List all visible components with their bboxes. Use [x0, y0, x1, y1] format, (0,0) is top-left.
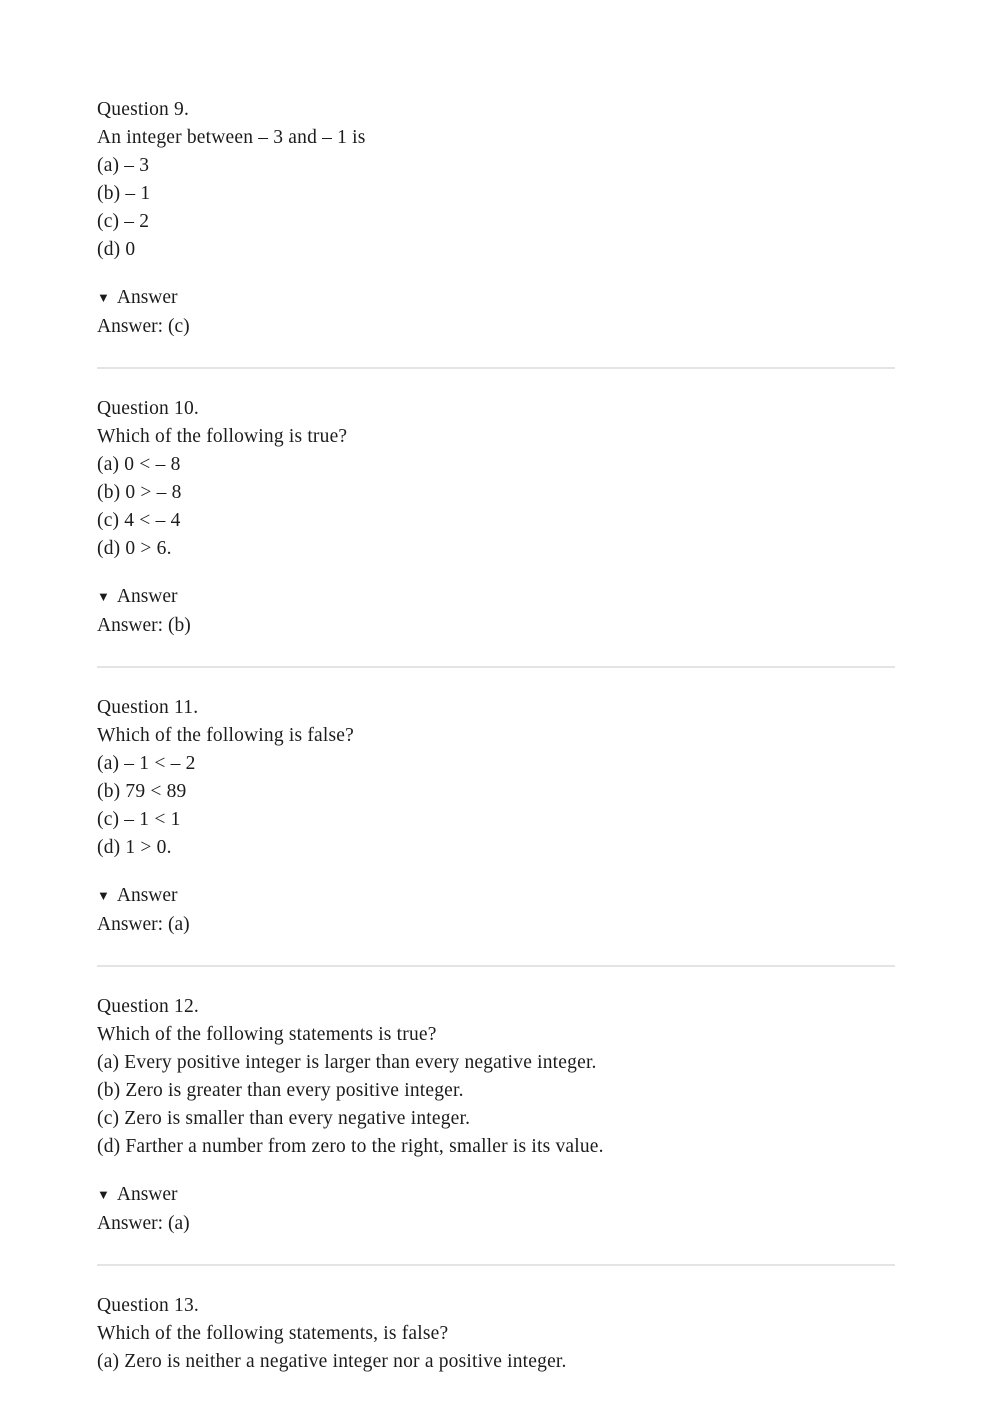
answer-option[interactable]: (d) 1 > 0. — [97, 837, 172, 858]
question-title: Question 9. — [97, 99, 190, 120]
answer-toggle[interactable] — [97, 1181, 895, 1210]
question-block — [97, 1292, 895, 1376]
answer-value: Answer: (a) — [97, 914, 190, 935]
triangle-down-icon: ▼ — [97, 589, 110, 604]
answer-disclosure — [97, 1181, 895, 1238]
answer-option[interactable]: (b) 79 < 89 — [97, 781, 187, 802]
answer-value: Answer: (a) — [97, 1213, 190, 1234]
question-title: Question 11. — [97, 697, 199, 718]
section-divider — [97, 1264, 895, 1266]
section-divider — [97, 367, 895, 369]
answer-toggle[interactable] — [97, 882, 895, 911]
answer-option[interactable]: (b) – 1 — [97, 183, 151, 204]
answer-toggle-label: Answer — [116, 586, 178, 607]
answer-option[interactable]: (d) Farther a number from zero to the right, smaller is its value. — [97, 1136, 604, 1157]
question-title: Question 13. — [97, 1295, 200, 1316]
triangle-down-icon: ▼ — [97, 888, 110, 903]
answer-value: Answer: (b) — [97, 615, 191, 636]
section-divider — [97, 666, 895, 668]
answer-disclosure — [97, 284, 895, 341]
answer-option[interactable]: (b) Zero is greater than every positive integer. — [97, 1080, 464, 1101]
answer-toggle-label: Answer — [116, 287, 178, 308]
answer-disclosure — [97, 583, 895, 640]
answer-toggle-label: Answer — [116, 885, 178, 906]
question-stem: An integer between – 3 and – 1 is — [97, 127, 366, 148]
answer-option[interactable]: (c) – 1 < 1 — [97, 809, 181, 830]
question-list — [97, 96, 895, 1376]
question-title: Question 10. — [97, 398, 200, 419]
answer-option[interactable]: (b) 0 > – 8 — [97, 482, 182, 503]
question-title: Question 12. — [97, 996, 200, 1017]
answer-option[interactable]: (a) Every positive integer is larger than every negative integer. — [97, 1052, 597, 1073]
triangle-down-icon: ▼ — [97, 290, 110, 305]
question-block — [97, 993, 895, 1238]
question-stem: Which of the following is false? — [97, 725, 354, 746]
question-block — [97, 96, 895, 341]
answer-option[interactable]: (a) – 3 — [97, 155, 150, 176]
answer-option[interactable]: (c) – 2 — [97, 211, 150, 232]
answer-value: Answer: (c) — [97, 316, 190, 337]
question-stem: Which of the following statements, is false? — [97, 1323, 449, 1344]
answer-option[interactable]: (a) 0 < – 8 — [97, 454, 181, 475]
question-block — [97, 395, 895, 640]
answer-toggle[interactable] — [97, 583, 895, 612]
answer-option[interactable]: (a) Zero is neither a negative integer nor a positive integer. — [97, 1351, 567, 1372]
answer-option[interactable]: (d) 0 > 6. — [97, 538, 172, 559]
triangle-down-icon: ▼ — [97, 1187, 110, 1202]
answer-toggle-label: Answer — [116, 1184, 178, 1205]
answer-option[interactable]: (c) 4 < – 4 — [97, 510, 181, 531]
answer-option[interactable]: (c) Zero is smaller than every negative integer. — [97, 1108, 471, 1129]
answer-option[interactable]: (d) 0 — [97, 239, 136, 260]
question-stem: Which of the following is true? — [97, 426, 348, 447]
section-divider — [97, 965, 895, 967]
answer-disclosure — [97, 882, 895, 939]
question-block — [97, 694, 895, 939]
answer-toggle[interactable] — [97, 284, 895, 313]
answer-option[interactable]: (a) – 1 < – 2 — [97, 753, 196, 774]
question-stem: Which of the following statements is true? — [97, 1024, 437, 1045]
